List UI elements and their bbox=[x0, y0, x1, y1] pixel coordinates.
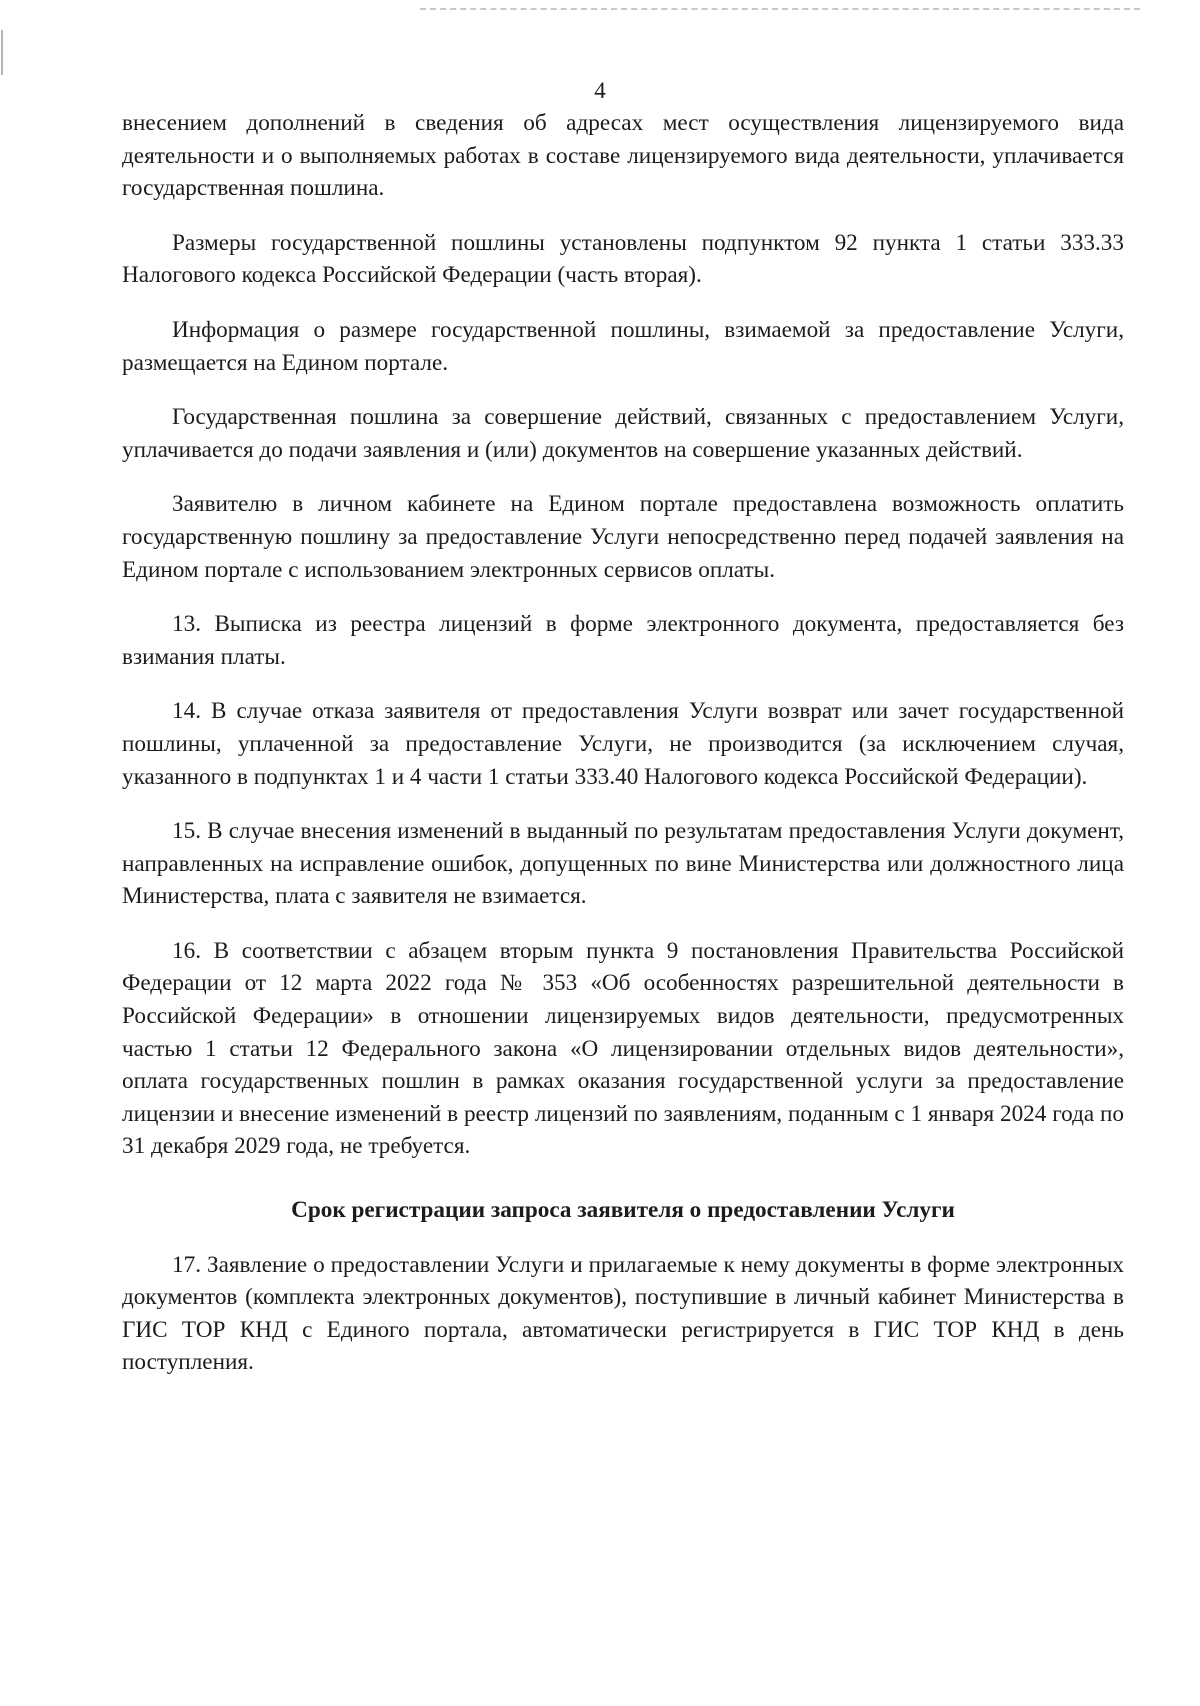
paragraph-duty-payment: Государственная пошлина за совершение действий, связанных с предоставлением Услуги, уплачивается до подачи заявления и (или) документов на совершение указанных действий. bbox=[122, 404, 1124, 463]
paragraph-17: 17. Заявление о предоставлении Услуги и прилагаемые к нему документы в форме электронных документов (комплекта электронных документов), поступившие в личный кабинет Министерства в ГИС ТОР КНД с Единого портала, автоматически регистрируется в ГИС ТОР КНД в день поступления. bbox=[122, 1251, 1124, 1376]
paragraph-15: 15. В случае внесения изменений в выданный по результатам предоставления Услуги документ, направленных на исправление ошибок, допущенных по вине Министерства или должностного лица Министерства, плата с заявителя не взимается. bbox=[122, 818, 1124, 910]
page-number: 4 bbox=[594, 78, 606, 103]
scan-artifact-left bbox=[1, 30, 3, 75]
paragraph-13: 13. Выписка из реестра лицензий в форме электронного документа, предоставляется без взимания платы. bbox=[122, 611, 1124, 670]
section-heading: Срок регистрации запроса заявителя о предоставлении Услуги bbox=[291, 1197, 955, 1224]
document-body bbox=[122, 107, 1124, 1379]
paragraph-duty-info: Информация о размере государственной пошлины, взимаемой за предоставление Услуги, размещается на Едином портале. bbox=[122, 316, 1124, 376]
paragraph-14: 14. В случае отказа заявителя от предоставления Услуги возврат или зачет государственной пошлины, уплаченной за предоставление Услуги, не производится (за исключением случая, указанного в подпунктах 1 и 4 части 1 статьи 333.40 Налогового кодекса Российской Федерации). bbox=[122, 698, 1124, 790]
paragraph-online-payment: Заявителю в личном кабинете на Едином портале предоставлена возможность оплатить государственную пошлину за предоставление Услуги непосредственно перед подачей заявления на Едином портале с использованием электронных сервисов оплаты. bbox=[122, 491, 1124, 583]
paragraph-16: 16. В соответствии с абзацем вторым пункта 9 постановления Правительства Российской Федерации от 12 марта 2022 года № 353 «Об особенностях разрешительной деятельности в Российской Федерации» в отношении лицензируемых видов деятельности, предусмотренных частью 1 статьи 12 Федерального закона «О лицензировании отдельных видов деятельности», оплата государственных пошлин в рамках оказания государственной услуги за предоставление лицензии и внесение изменений в реестр лицензий по заявлениям, поданным с 1 января 2024 года по 31 декабря 2029 года, не требуется. bbox=[122, 937, 1124, 1160]
scan-artifact-top bbox=[420, 8, 1140, 10]
paragraph-continuation: внесением дополнений в сведения об адресах мест осуществления лицензируемого вида деятельности и о выполняемых работах в составе лицензируемого вида деятельности, уплачивается государственная пошлина. bbox=[122, 110, 1124, 202]
paragraph-duty-amount: Размеры государственной пошлины установлены подпунктом 92 пункта 1 статьи 333.33 Налогового кодекса Российской Федерации (часть вторая). bbox=[122, 229, 1124, 289]
